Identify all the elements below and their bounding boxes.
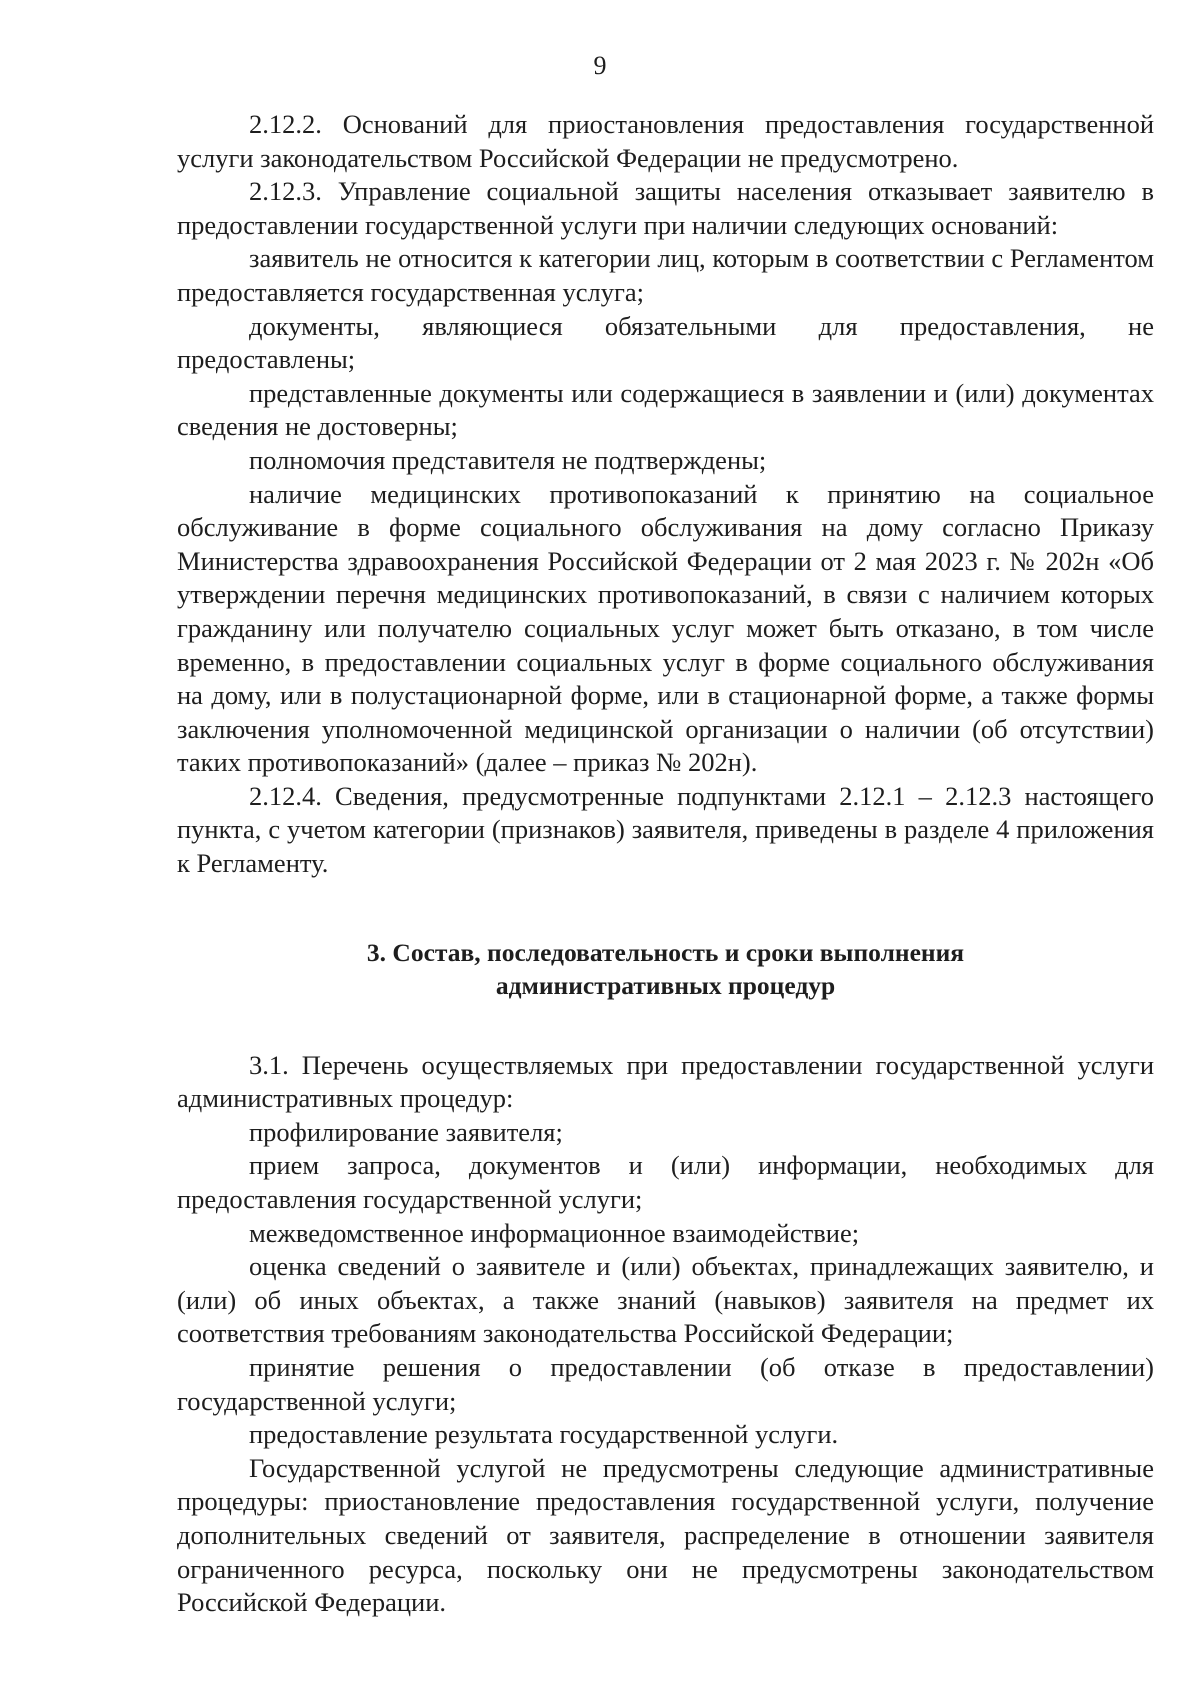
section-heading-line-1: 3. Состав, последовательность и сроки выполнения [366, 937, 965, 967]
section-heading-line-2: административных процедур [495, 970, 836, 1000]
list-item-profiling: профилирование заявителя; [249, 1116, 563, 1147]
page-number: 9 [593, 51, 607, 80]
paragraph-2-12-4: 2.12.4. Сведения, предусмотренные подпунктами 2.12.1 – 2.12.3 настоящего пункта, с учетом категории (признаков) заявителя, приведены в разделе 4 приложения к Регламенту. [177, 780, 1154, 879]
list-item-result: предоставление результата государственной услуги. [249, 1419, 839, 1450]
list-item-not-eligible: заявитель не относится к категории лиц, которым в соответствии с Регламентом предоставляется государственная услуга; [177, 243, 1154, 307]
list-item-documents-missing: документы, являющиеся обязательными для предоставления, не предоставлены; [177, 310, 1154, 375]
list-item-decision: принятие решения о предоставлении (об отказе в предоставлении) государственной услуги; [177, 1352, 1154, 1416]
list-item-authority-unconfirmed: полномочия представителя не подтверждены; [249, 444, 767, 475]
list-item-assessment: оценка сведений о заявителе и (или) объектах, принадлежащих заявителю, и (или) об иных объектах, а также знаний (навыков) заявителя на предмет их соответствия требованиям законодательства Российской Федерации; [177, 1251, 1154, 1349]
list-item-request-intake: прием запроса, документов и (или) информации, необходимых для предоставления государственной услуги; [177, 1150, 1154, 1215]
paragraph-2-12-2: 2.12.2. Оснований для приостановления предоставления государственной услуги законодательством Российской Федерации не предусмотрено. [177, 109, 1154, 173]
document-body [177, 108, 1154, 1620]
list-item-unreliable-info: представленные документы или содержащиеся в заявлении и (или) документах сведения не достоверны; [177, 377, 1154, 442]
list-item-interagency: межведомственное информационное взаимодействие; [249, 1217, 860, 1248]
paragraph-3-1: 3.1. Перечень осуществляемых при предоставлении государственной услуги административных процедур: [177, 1049, 1154, 1114]
paragraph-not-provided-procedures: Государственной услугой не предусмотрены следующие административные процедуры: приостановление предоставления государственной услуги, получение дополнительных сведений от заявителя, распределение в отношении заявителя ограниченного ресурса, поскольку они не предусмотрены законодательством Российской Федерации. [177, 1452, 1154, 1618]
paragraph-2-12-3: 2.12.3. Управление социальной защиты населения отказывает заявителю в предоставлении государственной услуги при наличии следующих оснований: [177, 176, 1154, 240]
section-heading [177, 936, 1154, 1002]
list-item-medical-contraindications: наличие медицинских противопоказаний к принятию на социальное обслуживание в форме социального обслуживания на дому согласно Приказу Министерства здравоохранения Российской Федерации от 2 мая 2023 г. № 202н «Об утверждении перечня медицинских противопоказаний, в связи с наличием которых гражданину или получателю социальных услуг может быть отказано, в том числе временно, в предоставлении социальных услуг в форме социального обслуживания на дому, или в полустационарной форме, или в стационарной форме, а также формы заключения уполномоченной медицинской организации о наличии (об отсутствии) таких противопоказаний» (далее – приказ № 202н). [177, 478, 1154, 778]
